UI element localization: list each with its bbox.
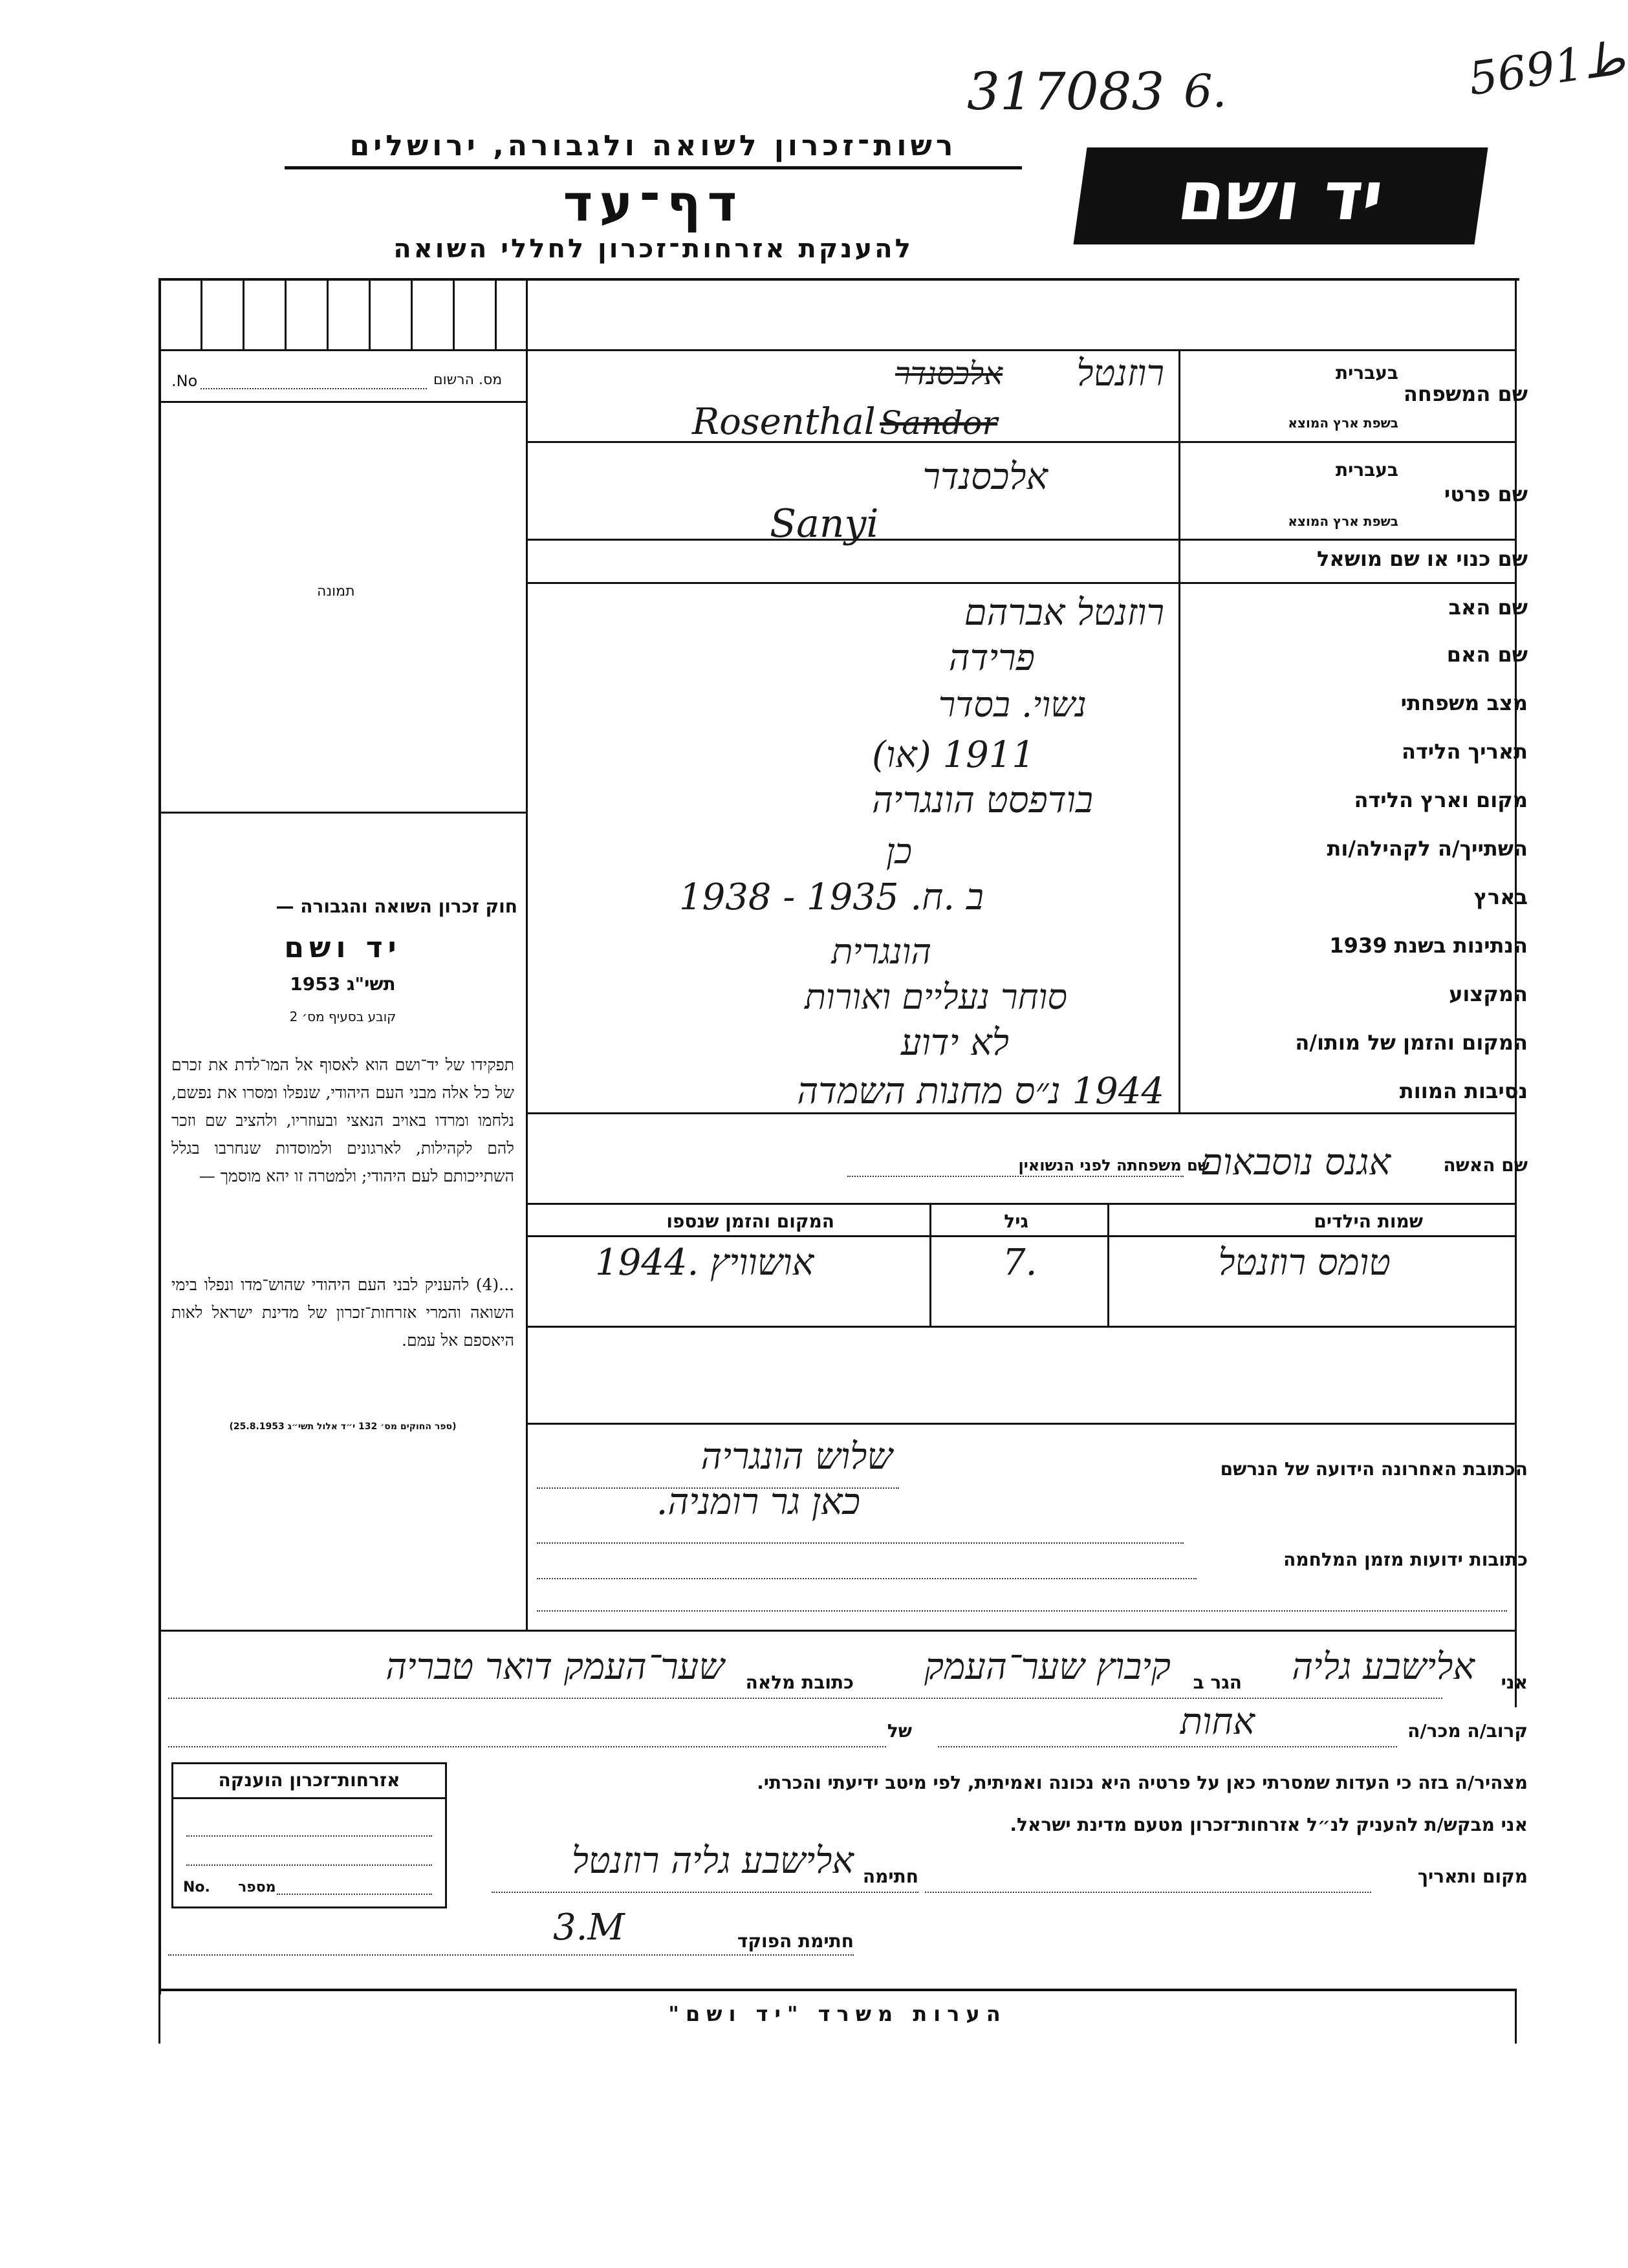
full-address-label: כתובת מלאה (745, 1672, 854, 1693)
citizenship[interactable]: הונגרית (831, 931, 931, 972)
mother-name[interactable]: פרידה (948, 637, 1035, 679)
resides-at[interactable]: קיבוץ שער־העמק (924, 1646, 1171, 1688)
father-name[interactable]: רוזנטל אברהם (964, 592, 1164, 634)
full-address[interactable]: שער־העמק דואר טבריה (385, 1646, 724, 1688)
authority-name: רשות־זכרון לשואה ולגבורה, ירושלים (285, 129, 1022, 169)
signature-label: חתימה (862, 1866, 918, 1887)
marital-status[interactable]: נשוי. בסדר (938, 684, 1087, 725)
community[interactable]: כן (885, 831, 912, 872)
death-circumstances-label: נסיבות המוות (1399, 1079, 1528, 1103)
birth-place-label: מקום וארץ הלידה (1354, 788, 1528, 812)
marital-status-label: מצב משפחתי (1400, 691, 1528, 715)
community-label: השתייך/ה לקהילה/ות (1327, 836, 1528, 861)
citizenship-granted-title: אזרחות־זכרון הוענקה (173, 1769, 445, 1799)
last-address[interactable]: שלוש הונגריה (700, 1436, 893, 1478)
archive-mark: 6. (1184, 65, 1227, 118)
form-subtitle: להענקת אזרחות־זכרון לחללי השואה (393, 234, 913, 264)
death-circumstances[interactable]: 1944 נ״ס מחנות השמדה (797, 1070, 1164, 1112)
box-no-label: No. (183, 1879, 210, 1895)
first-name-origin[interactable]: Sanyi (770, 501, 879, 546)
law-section: קובע בסעיף מס׳ 2 (289, 1009, 396, 1024)
yad-vashem-logo: יד ושם (1073, 147, 1488, 244)
wife-maiden-label: שם משפחתה לפני הנשואין (1018, 1156, 1210, 1174)
family-name-origin-label: בשפת ארץ המוצא (1288, 415, 1398, 431)
law-name: יד ושם (284, 931, 402, 964)
mother-name-label: שם האם (1446, 642, 1528, 667)
declarant-label: אני (1501, 1672, 1528, 1693)
family-name-label: שם המשפחה (1403, 382, 1528, 406)
reg-no-label: No. (171, 372, 198, 390)
birth-place[interactable]: בודפסט הונגריה (872, 779, 1093, 821)
corner-number: 5691ط (1465, 31, 1628, 106)
declarant-signature[interactable]: אלישבע גליה רוזנטל (571, 1840, 854, 1882)
photo-label: תמונה (317, 583, 355, 599)
law-title: חוק זכרון השואה והגבורה — (276, 896, 517, 917)
citizenship-label: הנתינות בשנת 1939 (1329, 933, 1528, 958)
law-year: תשי"ג 1953 (290, 973, 396, 995)
relative-label: קרוב/ה מכר/ה (1407, 1720, 1528, 1742)
children-place-header: המקום והזמן שנספו (666, 1211, 834, 1232)
last-address-label: הכתובת האחרונה הידועה של הנרשם (1220, 1458, 1528, 1480)
last-address-line2[interactable]: כאן גר רומניה. (656, 1481, 860, 1523)
country[interactable]: 1938 - 1935 .ב .ח (679, 876, 984, 918)
declaration-text: מצהיר/ה בזה כי העדות שמסרתי כאן על פרטיה היא נכונה ואמיתית, לפי מיטב ידיעתי והכרתי. (757, 1772, 1528, 1793)
wife-name[interactable]: אגנס נוסבאום (1200, 1141, 1391, 1183)
nickname-label: שם כנוי או שם מושאל (1316, 546, 1528, 571)
country-label: בארץ (1473, 885, 1528, 909)
form-title: דף־עד (563, 175, 744, 233)
request-text: אני מבקש/ת להעניק לנ״ל אזרחות־זכרון מטעם מדינת ישראל. (1010, 1814, 1528, 1835)
law-clause: ...(4) להעניק לבני העם היהודי שהוש־מדו ונפלו בימי השואה והמרי אזרחות־זכרון של מדינת ישראל לאות היאספם אל עמם. (171, 1275, 514, 1350)
family-name-origin-struck: Sandor (880, 404, 998, 442)
birth-date-label: תאריך הלידה (1401, 739, 1528, 764)
first-name-hebrew[interactable]: אלכסנדר (922, 456, 1048, 498)
child-name[interactable]: טומס רוזנטל (1218, 1242, 1391, 1284)
reg-label: מס. הרשום (433, 372, 503, 388)
death-place[interactable]: לא ידוע (900, 1022, 1009, 1064)
officer-signature[interactable]: 3.M (553, 1906, 625, 1949)
first-name-hebrew-label: בעברית (1335, 459, 1398, 481)
war-address-label: כתובות ידועות מזמן המלחמה (1283, 1549, 1528, 1570)
box-number-label: מספר (238, 1879, 276, 1895)
of-label: של (887, 1720, 912, 1742)
family-name-hebrew[interactable]: רוזנטל (1076, 352, 1164, 394)
office-notes-label: הערות משרד "יד ושם" (668, 2002, 1007, 2026)
resides-label: הגר ב (1193, 1672, 1242, 1693)
law-reference: (ספר החוקים מס׳ 132 י״ד אלול תשי״ג 25.8.1953) (229, 1421, 457, 1432)
officer-signature-label: חתימת הפוקד (737, 1930, 854, 1952)
place-date-label: מקום ותאריך (1417, 1866, 1528, 1887)
first-name-origin-label: בשפת ארץ המוצא (1288, 513, 1398, 529)
profession[interactable]: סוחר נעליים ואורות (804, 977, 1067, 1017)
declarant-name[interactable]: אלישבע גליה (1292, 1646, 1475, 1688)
child-death-place[interactable]: 1944. אושוויץ (595, 1242, 814, 1284)
law-text: תפקידו של יד־ושם הוא לאסוף אל המו־לדת את זכרם של כל אלה מבני העם היהודי, שנפלו ומסרו את נפשם, נלחמו ומרדו באויב הנאצי ובעוזריו, ולהציב שם וזכר להם לקהילות, לארגונים ולמוסדות שנחרבו בגלל השתייכותם לעם היהודי; ולמטרה זו יהא מוסמך — (171, 1055, 514, 1185)
family-name-hebrew-struck: אלכסנדר (895, 356, 1003, 392)
wife-name-label: שם האשה (1443, 1154, 1528, 1176)
first-name-label: שם פרטי (1444, 482, 1528, 506)
father-name-label: שם האב (1448, 595, 1528, 620)
family-name-hebrew-label: בעברית (1335, 362, 1398, 383)
child-age[interactable]: 7. (1003, 1242, 1037, 1284)
relationship[interactable]: אחות (1180, 1701, 1255, 1743)
children-age-header: גיל (1004, 1211, 1028, 1232)
death-place-label: המקום והזמן של מותו/ה (1295, 1030, 1528, 1055)
children-names-header: שמות הילדים (1314, 1211, 1423, 1232)
birth-date[interactable]: 1911 (או) (872, 734, 1035, 776)
family-name-origin[interactable]: Rosenthal (692, 401, 876, 443)
profession-label: המקצוע (1449, 982, 1528, 1006)
citizenship-granted-box (171, 1762, 447, 1908)
archive-number: 317083 (967, 61, 1165, 122)
